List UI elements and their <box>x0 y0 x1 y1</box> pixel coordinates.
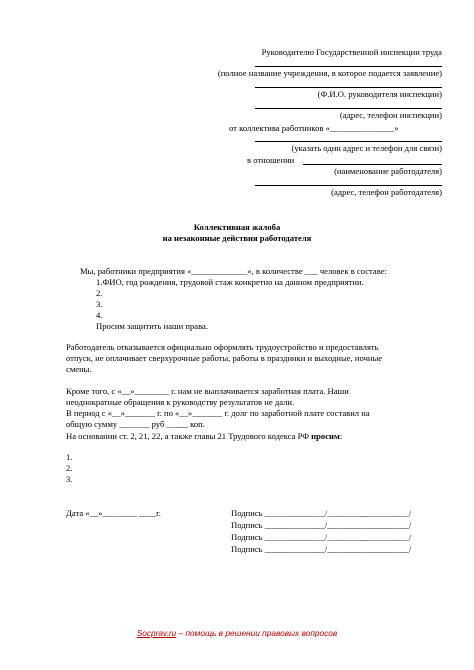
regarding-label: в отношении <box>247 155 295 165</box>
contact-blank <box>255 141 442 142</box>
paragraph-violations: отпуск, не оплачивает сверхурочные работы, работы в праздники и выходные, ночные <box>66 353 383 363</box>
address-blank <box>255 108 442 109</box>
date-line: Дата «__»________ ____г. <box>66 508 161 518</box>
employer-address-blank <box>255 185 442 186</box>
member-item: 4. <box>96 310 103 320</box>
head-name-hint: (Ф.И.О. руководителя инспекции) <box>317 89 442 99</box>
institution-hint: (полное название учреждения, в которое подается заявление) <box>217 68 442 78</box>
paragraph-violations: смены. <box>66 364 92 374</box>
protect-request: Просим защитить наши права. <box>96 321 209 331</box>
member-item: 3. <box>96 299 103 309</box>
footer-credit <box>0 628 474 638</box>
paragraph-violations: Работодатель отказывается официально оформлять трудоустройство и предоставлять <box>66 342 379 352</box>
paragraph-salary: Кроме того, с «__»________ г. нам не выплачивается заработная плата. Наши <box>66 386 349 396</box>
demand-item: 2. <box>66 463 73 473</box>
member-item: 2. <box>96 288 103 298</box>
demand-item: 1. <box>66 452 73 462</box>
signature-line: Подпись ______________/___________________/ <box>231 508 412 518</box>
contact-hint: (указать один адрес и телефон для связи) <box>291 143 442 153</box>
signature-line: Подпись ______________/___________________/ <box>231 544 412 554</box>
member-item: 1.ФИО, год рождения, трудовой стаж конкретно на данном предприятии. <box>96 277 364 287</box>
site-link[interactable]: Socprav.ru <box>136 628 177 638</box>
head-name-blank <box>255 87 442 88</box>
inspection-address-hint: (адрес, телефон инспекции) <box>339 110 442 120</box>
employer-name-blank <box>303 164 442 165</box>
intro-paragraph: Мы, работники предприятия «_____________», в количестве ___ человек в составе: <box>80 266 387 276</box>
paragraph-debt: общую сумму _______ руб _____ коп. <box>66 419 205 429</box>
employer-address-hint: (адрес, телефон работодателя) <box>331 187 442 197</box>
footer-tagline: – помощь в решении правовых вопросов <box>176 628 338 638</box>
institution-blank <box>255 66 442 67</box>
legal-basis: На основании ст. 2, 21, 22, а также главы 21 Трудового кодекса РФ просим: <box>66 431 343 441</box>
document-subtitle: на незаконные действия работодателя <box>162 233 312 243</box>
paragraph-salary: неоднократные обращения к руководству результатов не дали. <box>66 397 295 407</box>
signature-line: Подпись ______________/___________________/ <box>231 532 412 542</box>
employer-name-hint: (наименование работодателя) <box>334 166 442 176</box>
signature-line: Подпись ______________/___________________/ <box>231 520 412 530</box>
recipient-line: Руководителю Государственной инспекции труда <box>261 47 442 57</box>
demand-item: 3. <box>66 474 73 484</box>
document-title: Коллективная жалоба <box>193 222 281 232</box>
from-collective-line: от коллектива работников «_______________» <box>229 123 399 133</box>
paragraph-debt: В период с «__»_______ г. по «__»_______ г. долг по заработной плате составил на <box>66 408 370 418</box>
